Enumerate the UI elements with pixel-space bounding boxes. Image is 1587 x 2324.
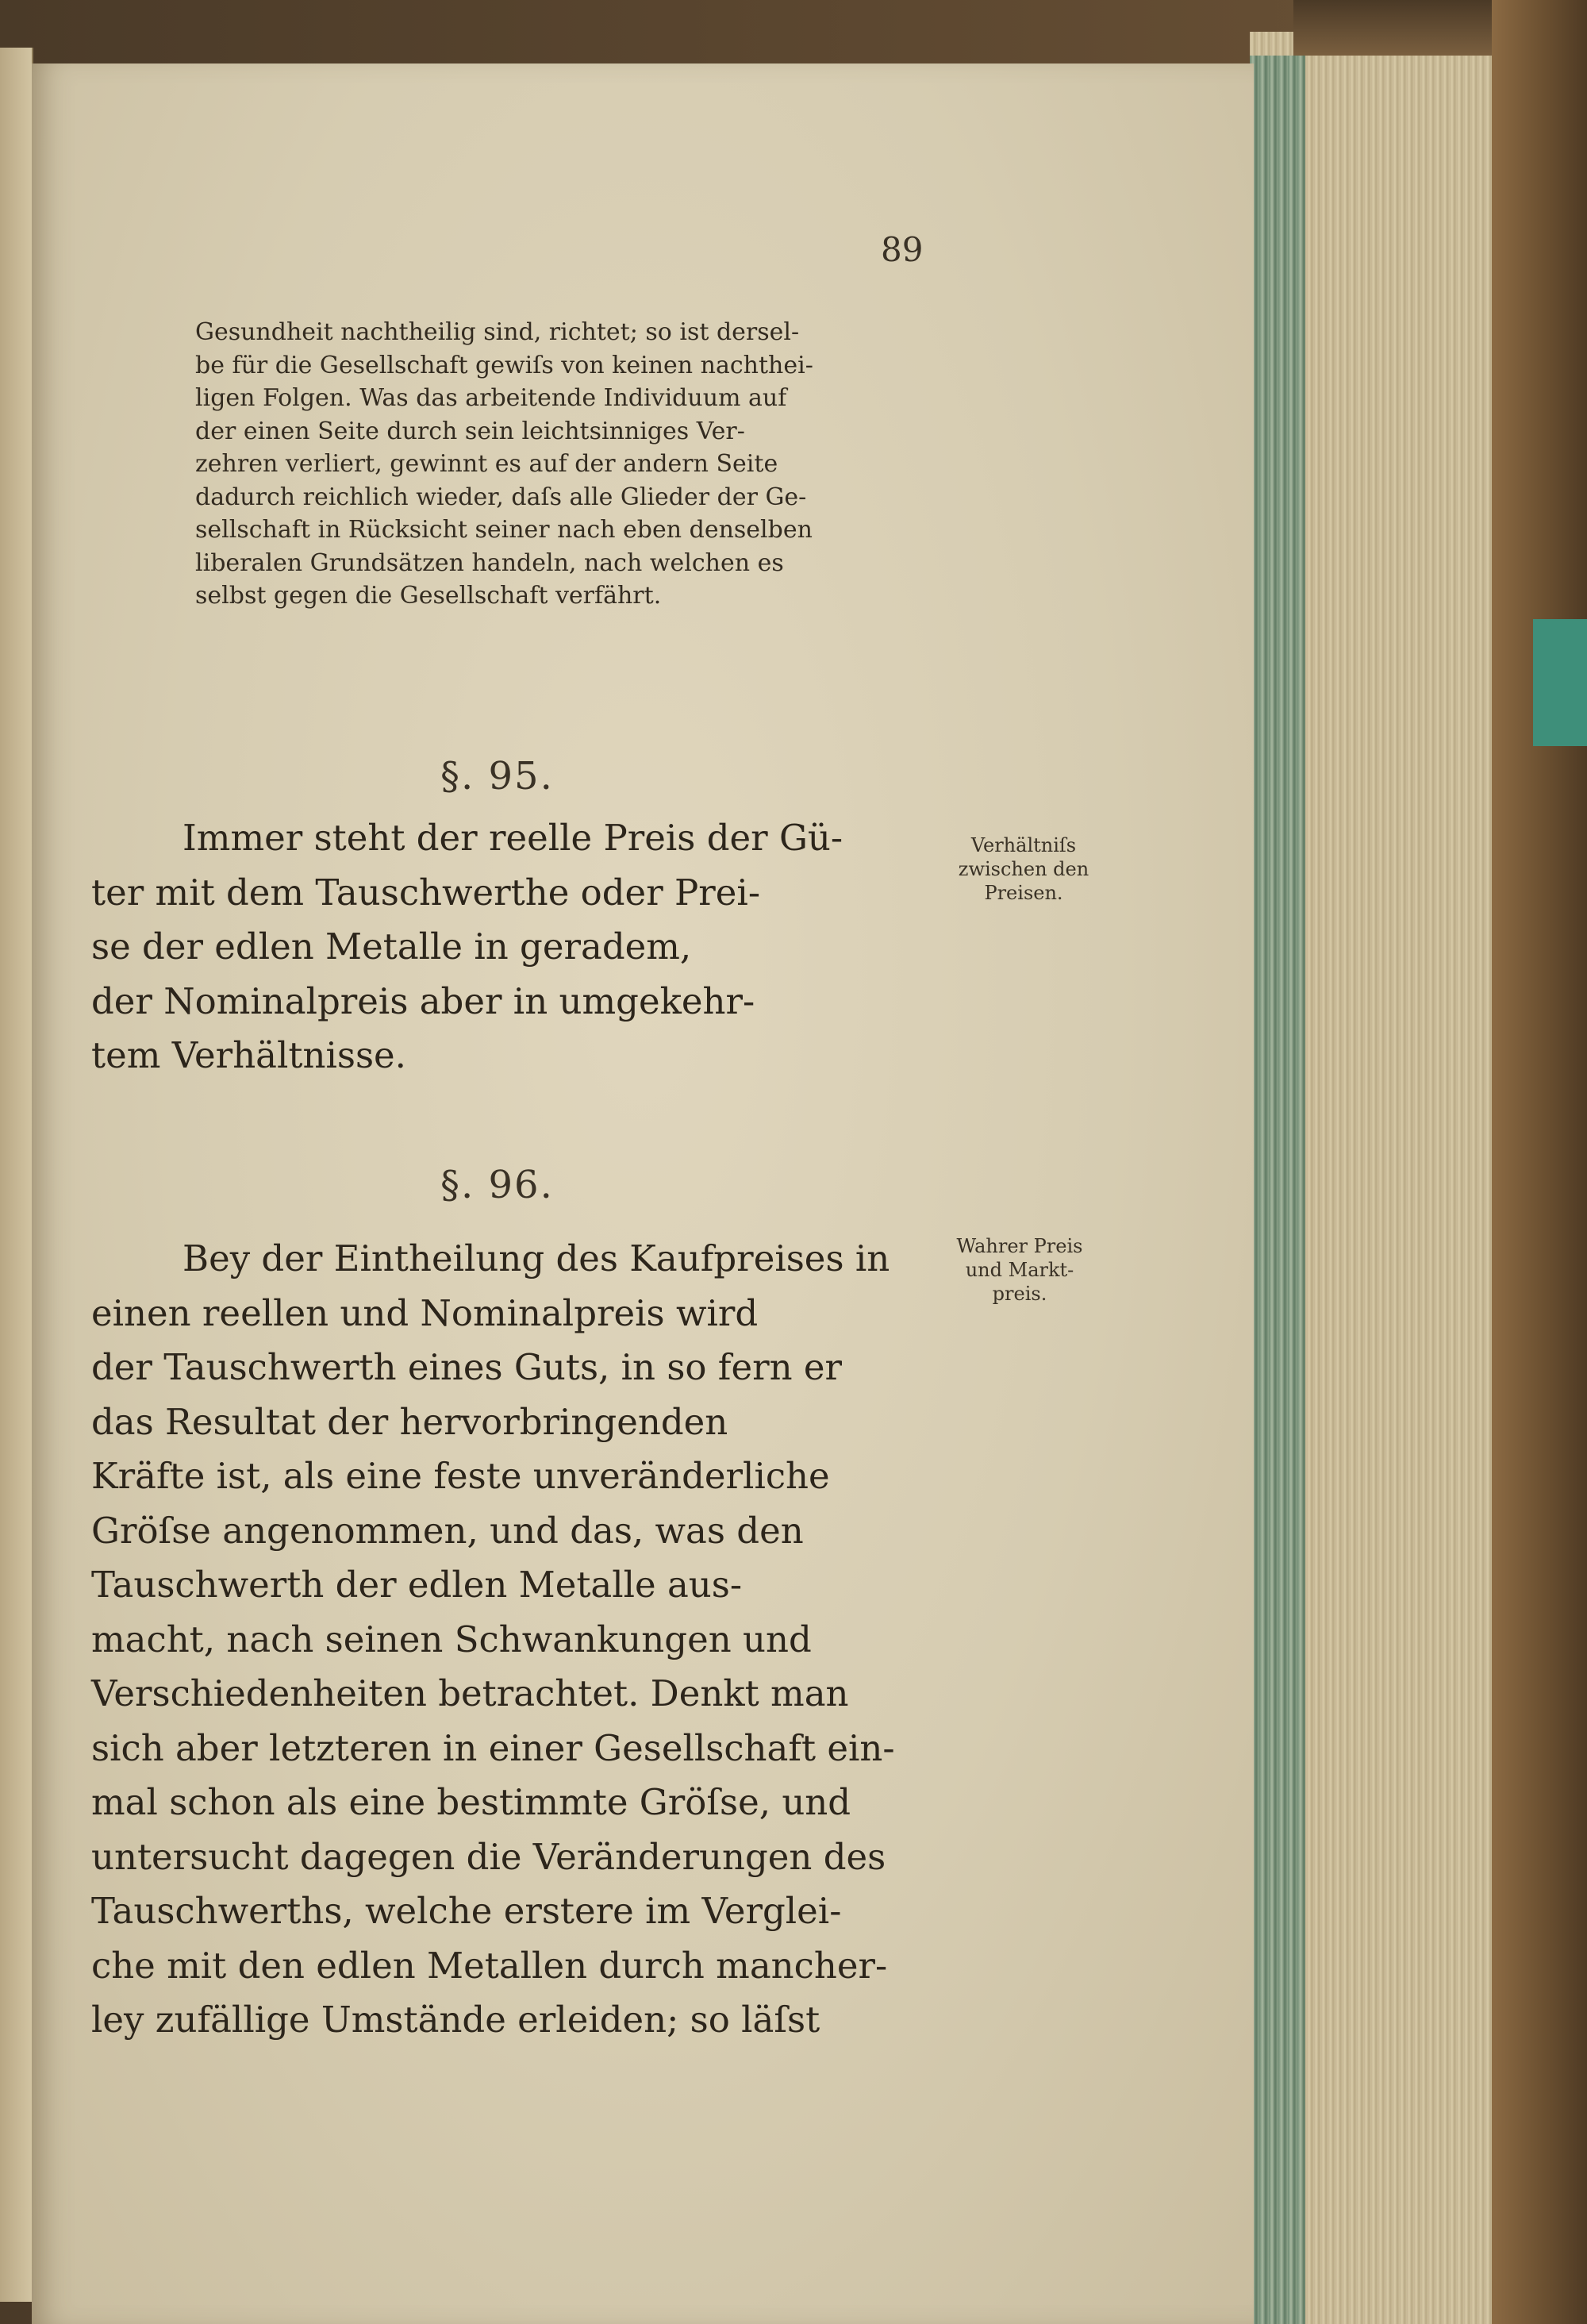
margin-note-95 — [956, 833, 1091, 905]
margin-note-line: Wahrer Preis — [956, 1235, 1083, 1257]
text-line: Tauschwerths, welche erstere im Verglei- — [91, 1890, 842, 1932]
margin-note-line: Preisen. — [984, 882, 1063, 904]
text-line: Gröſse angenommen, und das, was den — [91, 1509, 804, 1552]
text-line: einen reellen und Nominalpreis wird — [91, 1291, 759, 1334]
book-cover — [1492, 0, 1587, 2324]
text-line: Gesundheit nachtheilig sind, richtet; so ist dersel- — [195, 318, 800, 346]
bookmark-ribbon — [1533, 619, 1587, 746]
text-line: der Tauschwerth eines Guts, in so fern er — [91, 1346, 843, 1388]
text-line: Immer steht der reelle Preis der Gü- — [183, 817, 843, 859]
text-line: macht, nach seinen Schwankungen und — [91, 1618, 812, 1660]
text-line: Bey der Eintheilung des Kaufpreises in — [183, 1237, 890, 1279]
text-line: sellschaft in Rücksicht seiner nach eben denselben — [195, 516, 813, 544]
margin-note-96 — [936, 1234, 1103, 1306]
text-line: der einen Seite durch sein leichtsinniges Ver- — [195, 417, 745, 445]
section-96-paragraph — [91, 1232, 895, 2048]
text-line: ligen Folgen. Was das arbeitende Individuum auf — [195, 384, 787, 412]
text-line: be für die Gesellschaft gewiſs von keinen nachthei- — [195, 351, 813, 379]
page-edge-green-band — [1250, 56, 1305, 2324]
text-line: mal schon als eine bestimmte Gröſse, und — [91, 1781, 851, 1823]
section-heading-96: §. 96. — [440, 1163, 554, 1207]
margin-note-line: zwischen den — [958, 858, 1089, 880]
text-line: Kräfte ist, als eine feste unveränderliche — [91, 1455, 830, 1497]
text-line: das Resultat der hervorbringenden — [91, 1400, 728, 1443]
text-line: se der edlen Metalle in geradem, — [91, 925, 692, 968]
text-line: untersucht dagegen die Veränderungen des — [91, 1835, 886, 1878]
left-page-edge — [0, 48, 33, 2302]
text-line: dadurch reichlich wieder, daſs alle Glieder der Ge- — [195, 483, 807, 511]
text-line: ley zufällige Umstände erleiden; so läſst — [91, 1999, 820, 2041]
margin-note-line: und Markt- — [965, 1259, 1074, 1281]
text-line: selbst gegen die Gesellschaft verfährt. — [195, 582, 662, 610]
text-line: sich aber letzteren in einer Gesellschaft ein- — [91, 1726, 895, 1769]
text-line: tem Verhältnisse. — [91, 1034, 406, 1076]
text-line: Tauschwerth der edlen Metalle aus- — [91, 1564, 743, 1606]
text-line: ter mit dem Tauschwerthe oder Prei- — [91, 871, 761, 914]
text-line: che mit den edlen Metallen durch mancher- — [91, 1944, 888, 1987]
paragraph-top — [195, 316, 813, 613]
text-line: zehren verliert, gewinnt es auf der andern Seite — [195, 450, 778, 478]
margin-note-line: Verhältniſs — [970, 834, 1077, 856]
text-line: der Nominalpreis aber in umgekehr- — [91, 979, 755, 1022]
text-line: liberalen Grundsätzen handeln, nach welchen es — [195, 548, 784, 577]
text-line: Verschiedenheiten betrachtet. Denkt man — [91, 1672, 849, 1714]
page-number: 89 — [881, 230, 924, 269]
margin-note-line: preis. — [992, 1283, 1047, 1305]
section-heading-95: §. 95. — [440, 754, 554, 798]
section-95-paragraph — [91, 811, 843, 1083]
